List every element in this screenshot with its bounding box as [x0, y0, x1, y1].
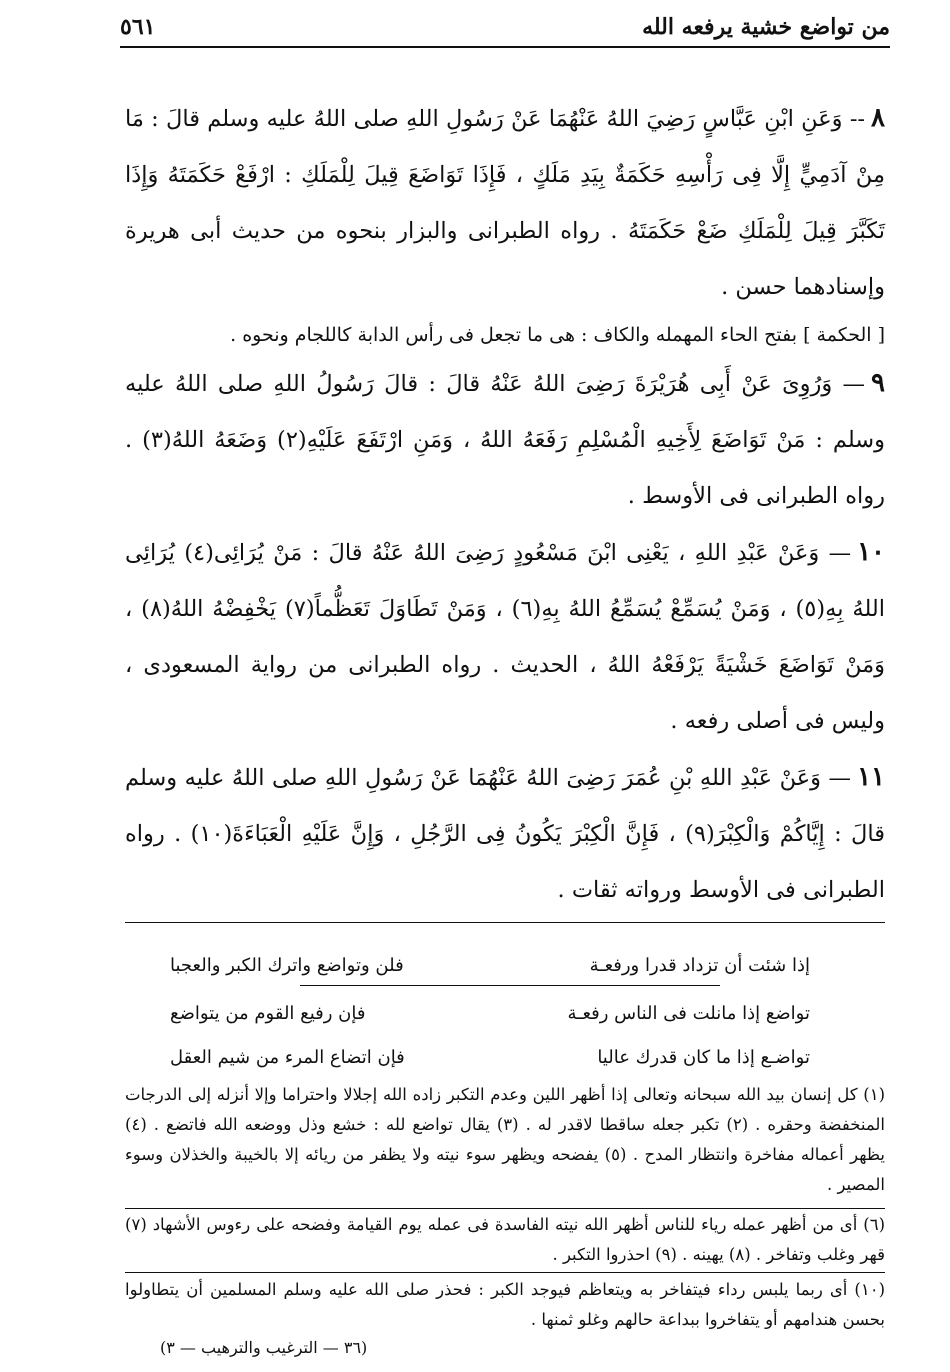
hadith-text: — وَعَنْ عَبْدِ اللهِ بْنِ عُمَرَ رَضِىَ اللهُ عَنْهُمَا عَنْ رَسُولِ اللهِ صلى اللهُ عليه وسلم قالَ : إِيَّاكُمْ وَالْكِبْرَ(٩) ، فَإِنَّ الْكِبْرَ يَكُونُ فِى الرَّجُلِ ، وَإِنَّ عَلَيْهِ الْعَبَاءَةَ(١٠) . رواه الطبرانى فى الأوسط ورواته ثقات . [125, 765, 885, 903]
poem-hemistich-left: فلن وتواضع واترك الكبر والعجبا [170, 955, 404, 976]
poem-verse [170, 955, 810, 985]
hadith-text: -- وَعَنِ ابْنِ عَبَّاسٍ رَضِيَ اللهُ عَنْهُمَا عَنْ رَسُولِ اللهِ صلى اللهُ عليه وسلم قالَ : مَا مِنْ آدَمِيٍّ إِلَّا فِى رَأْسِهِ حَكَمَةٌ بِيَدِ مَلَكٍ ، فَإِذَا تَوَاضَعَ قِيلَ لِلْمَلَكِ : ارْفَعْ حَكَمَتَهُ وَإِذَا تَكَبَّرَ قِيلَ لِلْمَلَكِ ضَعْ حَكَمَتَهُ . رواه الطبرانى والبزار بنحوه من حديث أبى هريرة وإسنادهما حسن . [125, 106, 885, 300]
hadith-8 [125, 90, 885, 315]
poem-verse [170, 1003, 810, 1033]
hadith-number: ٩ [871, 368, 885, 398]
glossary-text: [ الحكمة ] بفتح الحاء المهمله والكاف : هى ما تجعل فى رأس الدابة كاللجام ونحوه . [230, 324, 885, 346]
footnote-group-2: (٦) أى من أظهر عمله رياء للناس أظهر الله نيته الفاسدة فى عمله يوم القيامة وفضحه على رءوس الأشهاد (٧) قهر وغلب وتفاخر . (٨) يهينه . (٩) احذروا التكبر . [125, 1215, 885, 1264]
poem-hemistich-right: تواضع إذا مانلت فى الناس رفعـة [567, 1003, 810, 1024]
footnote-group-3: (١٠) أى ربما يلبس رداء فيتفاخر به ويتعاظم فيوجد الكبر : فحذر صلى الله عليه وسلم المسلمين أن يتطاولوا بحسن هندامهم أو يتفاخروا ببداعة حالهم وغلو ثمنها . [125, 1280, 885, 1329]
hadith-number: ٨ [871, 103, 885, 133]
main-text [125, 90, 885, 918]
hadith-11 [125, 749, 885, 918]
page-header [120, 10, 890, 48]
footnotes [125, 1275, 885, 1335]
hadith-text: — وَعَنْ عَبْدِ اللهِ ، يَعْنِى ابْنَ مَسْعُودٍ رَضِىَ اللهُ عَنْهُ قالَ : مَنْ يُرَائِى(٤) يُرَائِى اللهُ بِهِ(٥) ، وَمَنْ يُسَمِّعْ يُسَمِّعُ اللهُ بِهِ(٦) ، وَمَنْ تَطَاوَلَ تَعَظُّماً(٧) يَخْفِضْهُ اللهُ(٨) ، وَمَنْ تَوَاضَعَ خَشْيَةً يَرْفَعْهُ اللهُ ، الحديث . رواه الطبرانى من رواية المسعودى ، وليس فى أصلى رفعه . [125, 540, 885, 734]
poem [170, 955, 810, 1068]
poem-divider [300, 985, 720, 986]
poem-verse [170, 1047, 810, 1077]
poem-hemistich-left: فإن رفيع القوم من يتواضع [170, 1003, 366, 1024]
poem-hemistich-right: إذا شئت أن تزداد قدرا ورفعـة [589, 955, 810, 976]
footnotes [125, 1210, 885, 1270]
chapter-title: من تواضع خشية يرفعه الله [642, 14, 890, 40]
footnote-divider [125, 1208, 885, 1209]
hadith-9 [125, 355, 885, 524]
hadith-10 [125, 524, 885, 749]
section-divider [125, 922, 885, 923]
poem-hemistich-left: فإن اتضاع المرء من شيم العقل [170, 1047, 405, 1068]
footnotes [125, 1080, 885, 1200]
hadith-text: — وَرُوِىَ عَنْ أَبِى هُرَيْرَةَ رَضِىَ اللهُ عَنْهُ قالَ : قالَ رَسُولُ اللهِ صلى اللهُ عليه وسلم : مَنْ تَوَاضَعَ لِأَخِيهِ الْمُسْلِمِ رَفَعَهُ اللهُ ، وَمَنِ ارْتَفَعَ عَلَيْهِ(٢) وَضَعَهُ اللهُ(٣) . رواه الطبرانى فى الأوسط . [125, 371, 885, 509]
footnote-divider [125, 1272, 885, 1273]
signature-mark: (٣٦ — الترغيب والترهيب — ٣) [160, 1338, 368, 1357]
hadith-number: ١١ [857, 762, 885, 792]
glossary-note [125, 315, 885, 355]
footnote-group-1: (١) كل إنسان بيد الله سبحانه وتعالى إذا أظهر اللين وعدم التكبر زاده الله إجلالا واحتراما وإلا أنزله إلى الدرجات المنخفضة وحقره . (٢) تكبر جعله ساقطا لاقدر له . (٣) يقال تواضع لله : خشع وذل ووضعه الله فاتضع . (٤) يظهر أعماله مفاخرة وانتظار المدح . (٥) يفضحه ويظهر سوء نيته ولا يظفر من ريائه إلا بالخيبة والخذلان وسوء المصير . [125, 1085, 885, 1194]
poem-hemistich-right: تواضـع إذا ما كان قدرك عاليا [597, 1047, 810, 1068]
page-number: ٥٦١ [120, 14, 156, 40]
hadith-number: ١٠ [857, 537, 886, 567]
